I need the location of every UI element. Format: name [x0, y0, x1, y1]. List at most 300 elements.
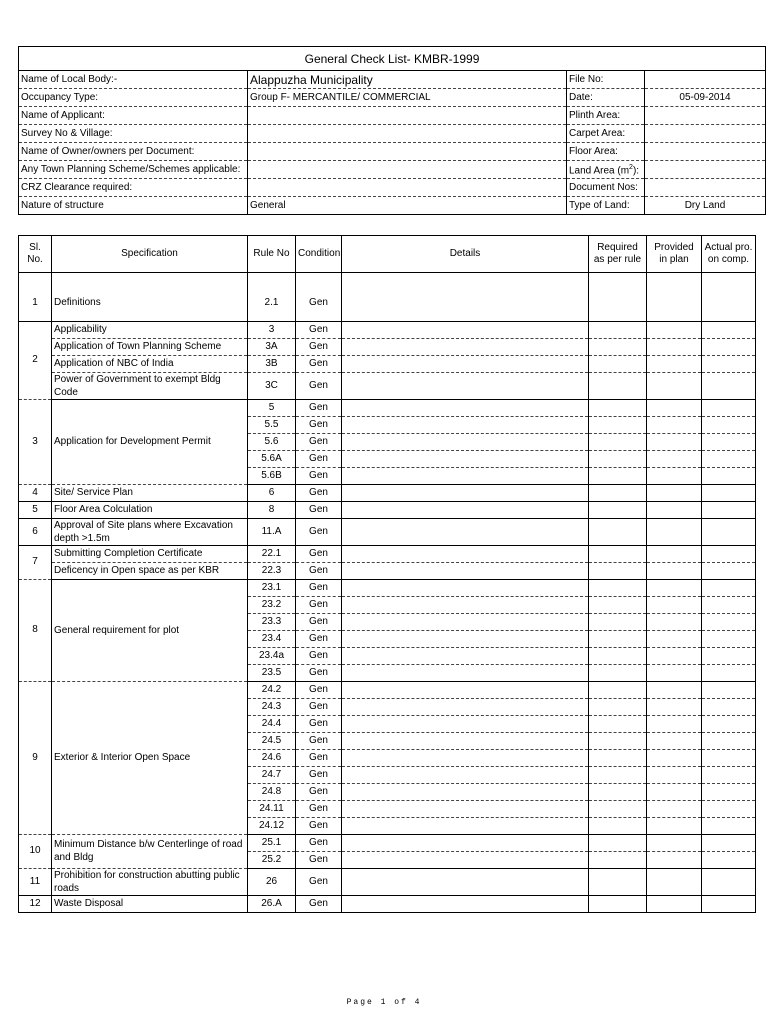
actual-cell: [702, 399, 756, 416]
table-row: [19, 518, 756, 545]
details-cell: [342, 851, 589, 868]
rule-no: 23.4: [248, 630, 296, 647]
required-cell: [589, 664, 647, 681]
table-row: [19, 501, 756, 518]
actual-cell: [702, 647, 756, 664]
date-label: Date:: [567, 89, 645, 107]
actual-cell: [702, 433, 756, 450]
details-cell: [342, 834, 589, 851]
details-cell: [342, 868, 589, 895]
local-body-value: Alappuzha Municipality: [248, 71, 567, 89]
details-cell: [342, 596, 589, 613]
col-sl: Sl. No.: [19, 236, 52, 273]
sl-no: 2: [19, 321, 52, 399]
rule-no: 26: [248, 868, 296, 895]
tps-label: Any Town Planning Scheme/Schemes applicable:: [19, 161, 248, 179]
actual-cell: [702, 579, 756, 596]
plinth-field: [645, 107, 766, 125]
condition: Gen: [296, 749, 342, 766]
provided-cell: [647, 321, 702, 338]
details-cell: [342, 895, 589, 912]
provided-cell: [647, 681, 702, 698]
applicant-field: [248, 107, 567, 125]
details-cell: [342, 416, 589, 433]
required-cell: [589, 579, 647, 596]
details-cell: [342, 732, 589, 749]
sl-no: 8: [19, 579, 52, 681]
checklist-table: [18, 235, 756, 913]
condition: Gen: [296, 484, 342, 501]
group-spacer: [19, 273, 756, 286]
sl-no: 6: [19, 518, 52, 545]
actual-cell: [702, 783, 756, 800]
rule-no: 5.6: [248, 433, 296, 450]
col-spec: Specification: [52, 236, 248, 273]
provided-cell: [647, 484, 702, 501]
applicant-label: Name of Applicant:: [19, 107, 248, 125]
col-details: Details: [342, 236, 589, 273]
provided-cell: [647, 868, 702, 895]
details-cell: [342, 613, 589, 630]
details-cell: [342, 372, 589, 399]
details-cell: [342, 715, 589, 732]
survey-label: Survey No & Village:: [19, 125, 248, 143]
nature-value: General: [248, 197, 567, 215]
required-cell: [589, 613, 647, 630]
required-cell: [589, 783, 647, 800]
rule-no: 5.6B: [248, 467, 296, 484]
actual-cell: [702, 817, 756, 834]
required-cell: [589, 698, 647, 715]
specification: Power of Government to exempt Bldg Code: [52, 372, 248, 399]
provided-cell: [647, 501, 702, 518]
occupancy-value: Group F- MERCANTILE/ COMMERCIAL: [248, 89, 567, 107]
actual-cell: [702, 467, 756, 484]
details-cell: [342, 562, 589, 579]
specification: Application of Town Planning Scheme: [52, 338, 248, 355]
details-cell: [342, 399, 589, 416]
rule-no: 25.2: [248, 851, 296, 868]
land-type-value: Dry Land: [684, 199, 726, 211]
actual-cell: [702, 868, 756, 895]
actual-cell: [702, 285, 756, 321]
actual-cell: [702, 766, 756, 783]
details-cell: [342, 766, 589, 783]
specification: Site/ Service Plan: [52, 484, 248, 501]
table-row: [19, 562, 756, 579]
table-row: [19, 484, 756, 501]
rule-no: 24.2: [248, 681, 296, 698]
actual-cell: [702, 518, 756, 545]
rule-no: 2.1: [248, 285, 296, 321]
rule-no: 24.6: [248, 749, 296, 766]
carpet-label: Carpet Area:: [567, 125, 645, 143]
owner-label: Name of Owner/owners per Document:: [19, 143, 248, 161]
condition: Gen: [296, 698, 342, 715]
docs-label: Document Nos:: [567, 179, 645, 197]
land-area-label: [567, 161, 645, 179]
provided-cell: [647, 851, 702, 868]
details-cell: [342, 800, 589, 817]
details-cell: [342, 450, 589, 467]
table-row: [19, 321, 756, 338]
condition: Gen: [296, 630, 342, 647]
file-no-label: File No:: [567, 71, 645, 89]
rule-no: 24.7: [248, 766, 296, 783]
actual-cell: [702, 416, 756, 433]
details-cell: [342, 518, 589, 545]
table-row: [19, 868, 756, 895]
table-row: [19, 579, 756, 596]
table-row: [19, 372, 756, 399]
provided-cell: [647, 715, 702, 732]
required-cell: [589, 501, 647, 518]
occupancy-label: Occupancy Type:: [19, 89, 248, 107]
rule-no: 3: [248, 321, 296, 338]
rule-no: 24.12: [248, 817, 296, 834]
sl-no: 7: [19, 545, 52, 579]
required-cell: [589, 484, 647, 501]
actual-cell: [702, 715, 756, 732]
details-cell: [342, 579, 589, 596]
required-cell: [589, 596, 647, 613]
crz-field: [248, 179, 567, 197]
actual-cell: [702, 338, 756, 355]
sl-no: 11: [19, 868, 52, 895]
provided-cell: [647, 338, 702, 355]
provided-cell: [647, 895, 702, 912]
specification: Applicability: [52, 321, 248, 338]
col-rule: Rule No: [248, 236, 296, 273]
details-cell: [342, 749, 589, 766]
required-cell: [589, 851, 647, 868]
provided-cell: [647, 467, 702, 484]
rule-no: 23.5: [248, 664, 296, 681]
rule-no: 24.4: [248, 715, 296, 732]
details-cell: [342, 664, 589, 681]
rule-no: 3C: [248, 372, 296, 399]
details-cell: [342, 467, 589, 484]
specification: Prohibition for construction abutting public roads: [52, 868, 248, 895]
required-cell: [589, 715, 647, 732]
required-cell: [589, 562, 647, 579]
actual-cell: [702, 562, 756, 579]
provided-cell: [647, 545, 702, 562]
details-cell: [342, 355, 589, 372]
actual-cell: [702, 484, 756, 501]
provided-cell: [647, 579, 702, 596]
actual-cell: [702, 895, 756, 912]
rule-no: 5.5: [248, 416, 296, 433]
required-cell: [589, 732, 647, 749]
actual-cell: [702, 749, 756, 766]
actual-cell: [702, 698, 756, 715]
date-value: 05-09-2014: [645, 89, 766, 107]
specification: Exterior & Interior Open Space: [52, 681, 248, 834]
provided-cell: [647, 613, 702, 630]
rule-no: 23.2: [248, 596, 296, 613]
required-cell: [589, 895, 647, 912]
floor-label: Floor Area:: [567, 143, 645, 161]
provided-cell: [647, 416, 702, 433]
required-cell: [589, 817, 647, 834]
actual-cell: [702, 321, 756, 338]
actual-cell: [702, 681, 756, 698]
header-table: [18, 46, 766, 215]
rule-no: 24.8: [248, 783, 296, 800]
specification: Waste Disposal: [52, 895, 248, 912]
table-row: [19, 545, 756, 562]
table-row: [19, 355, 756, 372]
rule-no: 22.3: [248, 562, 296, 579]
rule-no: 23.3: [248, 613, 296, 630]
provided-cell: [647, 817, 702, 834]
provided-cell: [647, 518, 702, 545]
required-cell: [589, 372, 647, 399]
actual-cell: [702, 613, 756, 630]
table-row: [19, 338, 756, 355]
rule-no: 5: [248, 399, 296, 416]
condition: Gen: [296, 355, 342, 372]
condition: Gen: [296, 399, 342, 416]
condition: Gen: [296, 800, 342, 817]
actual-cell: [702, 450, 756, 467]
crz-label: CRZ Clearance required:: [19, 179, 248, 197]
provided-cell: [647, 732, 702, 749]
table-row: [19, 681, 756, 698]
col-cond: Condition: [296, 236, 342, 273]
details-cell: [342, 545, 589, 562]
details-cell: [342, 698, 589, 715]
rule-no: 11.A: [248, 518, 296, 545]
condition: Gen: [296, 338, 342, 355]
actual-cell: [702, 545, 756, 562]
details-cell: [342, 783, 589, 800]
page-footer: Page 1 of 4: [346, 998, 422, 1007]
required-cell: [589, 647, 647, 664]
spacer-cell: [647, 273, 702, 286]
details-cell: [342, 433, 589, 450]
details-cell: [342, 484, 589, 501]
provided-cell: [647, 433, 702, 450]
actual-cell: [702, 851, 756, 868]
condition: Gen: [296, 664, 342, 681]
spacer-cell: [248, 273, 296, 286]
condition: Gen: [296, 868, 342, 895]
provided-cell: [647, 399, 702, 416]
land-type-label: Type of Land:: [567, 197, 645, 215]
required-cell: [589, 681, 647, 698]
sl-no: 3: [19, 399, 52, 484]
condition: Gen: [296, 562, 342, 579]
local-body-label: Name of Local Body:-: [19, 71, 248, 89]
actual-cell: [702, 630, 756, 647]
actual-cell: [702, 355, 756, 372]
required-cell: [589, 433, 647, 450]
details-cell: [342, 630, 589, 647]
condition: Gen: [296, 596, 342, 613]
provided-cell: [647, 664, 702, 681]
required-cell: [589, 338, 647, 355]
condition: Gen: [296, 851, 342, 868]
required-cell: [589, 399, 647, 416]
required-cell: [589, 285, 647, 321]
required-cell: [589, 545, 647, 562]
land-area-text: Land Area (m: [569, 165, 630, 177]
col-required: Required as per rule: [589, 236, 647, 273]
floor-field: [645, 143, 766, 161]
specification: Approval of Site plans where Excavation depth >1.5m: [52, 518, 248, 545]
rule-no: 23.4a: [248, 647, 296, 664]
provided-cell: [647, 783, 702, 800]
provided-cell: [647, 596, 702, 613]
actual-cell: [702, 372, 756, 399]
provided-cell: [647, 450, 702, 467]
actual-cell: [702, 664, 756, 681]
actual-cell: [702, 834, 756, 851]
actual-cell: [702, 800, 756, 817]
required-cell: [589, 321, 647, 338]
rule-no: 5.6A: [248, 450, 296, 467]
condition: Gen: [296, 321, 342, 338]
condition: Gen: [296, 545, 342, 562]
provided-cell: [647, 800, 702, 817]
rule-no: 22.1: [248, 545, 296, 562]
provided-cell: [647, 698, 702, 715]
required-cell: [589, 416, 647, 433]
sl-no: 10: [19, 834, 52, 868]
col-actual: Actual pro. on comp.: [702, 236, 756, 273]
provided-cell: [647, 285, 702, 321]
condition: Gen: [296, 501, 342, 518]
provided-cell: [647, 372, 702, 399]
condition: Gen: [296, 681, 342, 698]
carpet-field: [645, 125, 766, 143]
required-cell: [589, 766, 647, 783]
specification: Definitions: [52, 285, 248, 321]
nature-label: Nature of structure: [19, 197, 248, 215]
condition: Gen: [296, 715, 342, 732]
table-row: [19, 834, 756, 851]
plinth-label: Plinth Area:: [567, 107, 645, 125]
condition: Gen: [296, 613, 342, 630]
table-row: [19, 399, 756, 416]
specification: Minimum Distance b/w Centerlinge of road and Bldg: [52, 834, 248, 868]
provided-cell: [647, 630, 702, 647]
sl-no: 9: [19, 681, 52, 834]
condition: Gen: [296, 518, 342, 545]
rule-no: 24.3: [248, 698, 296, 715]
provided-cell: [647, 647, 702, 664]
spacer-cell: [702, 273, 756, 286]
land-area-sup: 2: [629, 163, 633, 171]
condition: Gen: [296, 647, 342, 664]
rule-no: 3A: [248, 338, 296, 355]
column-header-row: [19, 236, 756, 273]
provided-cell: [647, 766, 702, 783]
details-cell: [342, 817, 589, 834]
land-area-suffix: ):: [632, 165, 640, 177]
details-cell: [342, 681, 589, 698]
details-cell: [342, 647, 589, 664]
details-cell: [342, 285, 589, 321]
provided-cell: [647, 562, 702, 579]
survey-field: [248, 125, 567, 143]
sl-no: 12: [19, 895, 52, 912]
required-cell: [589, 749, 647, 766]
condition: Gen: [296, 285, 342, 321]
spacer-cell: [296, 273, 342, 286]
file-no-field: [645, 71, 766, 89]
actual-cell: [702, 732, 756, 749]
provided-cell: [647, 749, 702, 766]
land-area-field: [645, 161, 766, 179]
sl-no: 4: [19, 484, 52, 501]
specification: Submitting Completion Certificate: [52, 545, 248, 562]
condition: Gen: [296, 732, 342, 749]
condition: Gen: [296, 579, 342, 596]
table-row: [19, 285, 756, 321]
required-cell: [589, 800, 647, 817]
spacer-cell: [589, 273, 647, 286]
specification: Application of NBC of India: [52, 355, 248, 372]
condition: Gen: [296, 433, 342, 450]
spacer-cell: [342, 273, 589, 286]
specification: Floor Area Colculation: [52, 501, 248, 518]
docs-field: [645, 179, 766, 197]
condition: Gen: [296, 895, 342, 912]
specification: General requirement for plot: [52, 579, 248, 681]
owner-field: [248, 143, 567, 161]
spacer-cell: [19, 273, 52, 286]
provided-cell: [647, 834, 702, 851]
rule-no: 24.11: [248, 800, 296, 817]
rule-no: 3B: [248, 355, 296, 372]
condition: Gen: [296, 834, 342, 851]
rule-no: 8: [248, 501, 296, 518]
specification: Deficency in Open space as per KBR: [52, 562, 248, 579]
details-cell: [342, 501, 589, 518]
rule-no: 26.A: [248, 895, 296, 912]
required-cell: [589, 467, 647, 484]
col-provided: Provided in plan: [647, 236, 702, 273]
tps-field: [248, 161, 567, 179]
table-row: [19, 895, 756, 912]
page-title: General Check List- KMBR-1999: [19, 47, 766, 71]
required-cell: [589, 834, 647, 851]
condition: Gen: [296, 766, 342, 783]
rule-no: 24.5: [248, 732, 296, 749]
condition: Gen: [296, 450, 342, 467]
details-cell: [342, 338, 589, 355]
spacer-cell: [52, 273, 248, 286]
specification: Application for Development Permit: [52, 399, 248, 484]
rule-no: 25.1: [248, 834, 296, 851]
sl-no: 5: [19, 501, 52, 518]
condition: Gen: [296, 416, 342, 433]
condition: Gen: [296, 372, 342, 399]
rule-no: 23.1: [248, 579, 296, 596]
condition: Gen: [296, 467, 342, 484]
required-cell: [589, 450, 647, 467]
required-cell: [589, 518, 647, 545]
condition: Gen: [296, 783, 342, 800]
required-cell: [589, 630, 647, 647]
rule-no: 6: [248, 484, 296, 501]
required-cell: [589, 355, 647, 372]
required-cell: [589, 868, 647, 895]
sl-no: 1: [19, 285, 52, 321]
